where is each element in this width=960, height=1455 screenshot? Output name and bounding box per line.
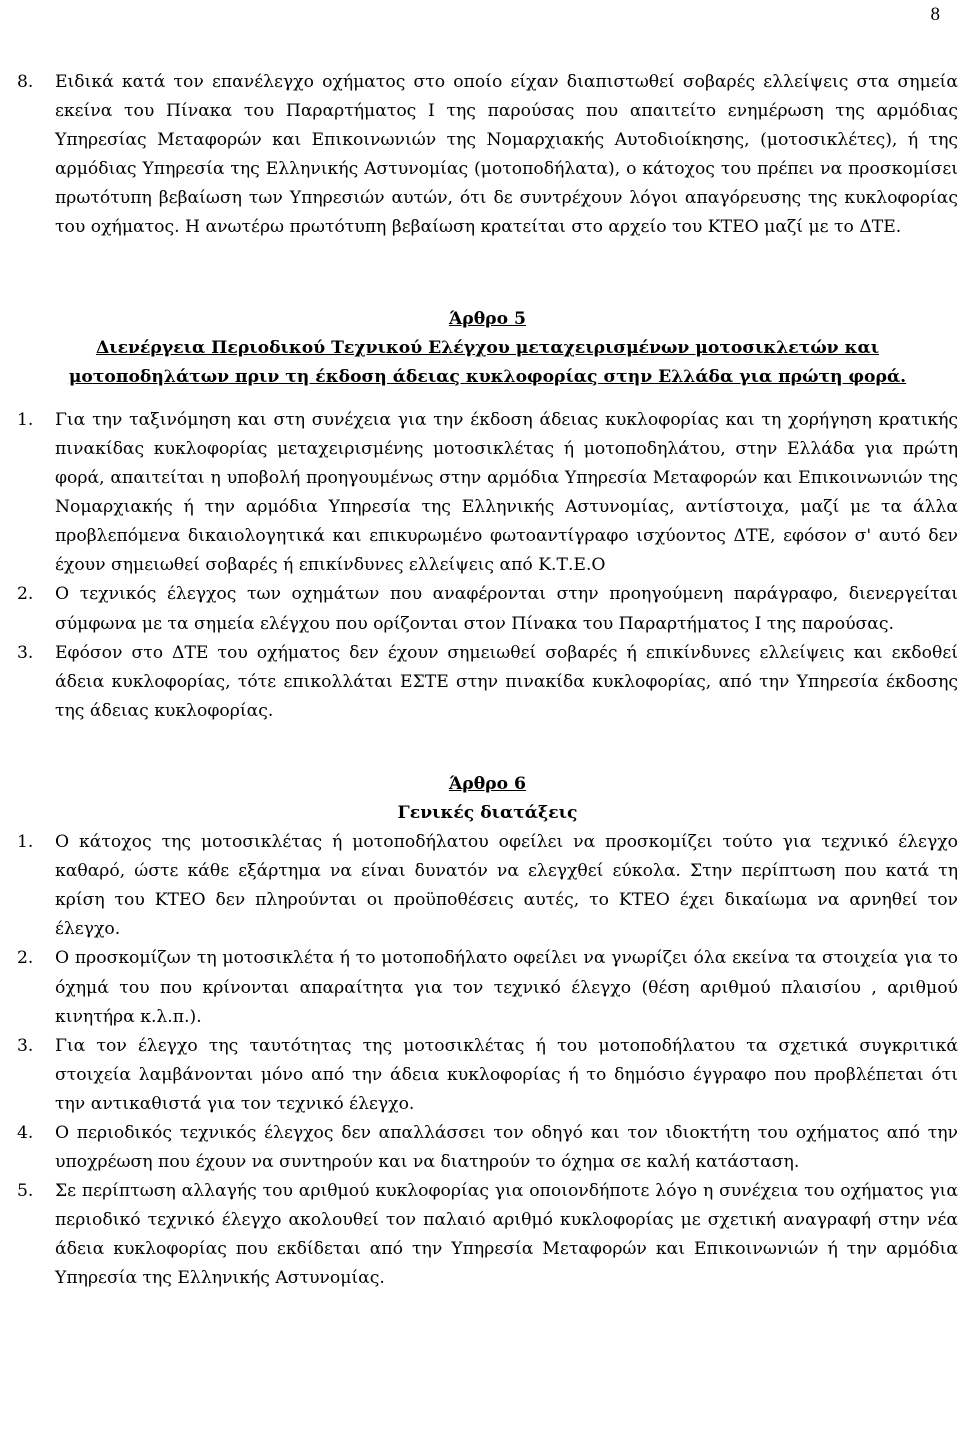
- paragraph-number: 4.: [17, 1123, 34, 1143]
- article-6-heading: [17, 770, 958, 828]
- paragraph-text: Εφόσον στο ΔΤΕ του οχήματος δεν έχουν σημειωθεί σοβαρές ή επικίνδυνες ελλείψεις και εκδοθεί άδεια κυκλοφορίας, τότε επικολλάται ΕΣΤΕ στην πινακίδα κυκλοφορίας, από την Υπηρεσία έκδοσης της άδειας κυκλοφορίας.: [55, 642, 958, 721]
- paragraph-text: Για την ταξινόμηση και στη συνέχεια για την έκδοση άδειας κυκλοφορίας και τη χορήγηση κρατικής πινακίδας κυκλοφορίας μεταχειρισμένης μοτοσικλέτας ή μοτοποδηλάτου, στην Ελλάδα για πρώτη φορά, απαιτείται η υποβολή προηγουμένως στην αρμόδια Υπηρεσία Μεταφορών και Επικοινωνιών της Νομαρχιακής ή την αρμόδια Υπηρεσία της Ελληνικής Αστυνομίας, αντίστοιχα, μαζί με τα άλλα προβλεπόμενα δικαιολογητικά και επικυρωμένο φωτοαντίγραφο ισχύοντος ΔΤΕ, εφόσον σ' αυτό δεν έχουν σημειωθεί σοβαρές ή επικίνδυνες ελλείψεις από Κ.Τ.Ε.Ο: [55, 409, 958, 576]
- paragraph-text: Για τον έλεγχο της ταυτότητας της μοτοσικλέτας ή του μοτοποδήλατου τα σχετικά συγκριτικά στοιχεία λαμβάνονται μόνο από την άδεια κυκλοφορίας ή το δημόσιο έγγραφο που προβλέπεται ότι την αντικαθιστά για τον τεχνικό έλεγχο.: [55, 1035, 958, 1114]
- article-5-heading: [17, 305, 958, 392]
- paragraph-number: 1.: [17, 409, 34, 430]
- article-6-item-1: [17, 828, 958, 944]
- paragraph-number: 3.: [17, 1035, 34, 1056]
- paragraph-number: 3.: [17, 642, 34, 663]
- paragraph-text: Ειδικά κατά τον επανέλεγχο οχήματος στο οποίο είχαν διαπιστωθεί σοβαρές ελλείψεις στα σημεία εκείνα του Πίνακα του Παραρτήματος I της παρούσας που απαιτείτο ενημέρωση της αρμόδιας Υπηρεσίας Μεταφορών και Επικοινωνιών της Νομαρχιακής Αυτοδιοίκησης, (μοτοσικλέτες), ή της αρμόδιας Υπηρεσία της Ελληνικής Αστυνομίας (μοτοποδήλατα), ο κάτοχος του πρέπει να προσκομίσει πρωτότυπη βεβαίωση των Υπηρεσιών αυτών, ότι δε συντρέχουν λόγοι απαγόρευσης της κυκλοφορίας του οχήματος. Η ανωτέρω πρωτότυπη βεβαίωση κρατείται στο αρχείο του ΚΤΕΟ μαζί με το ΔΤΕ.: [55, 72, 958, 238]
- paragraph-text: Ο κάτοχος της μοτοσικλέτας ή μοτοποδήλατου οφείλει να προσκομίζει τούτο για τεχνικό έλεγχο καθαρό, ώστε κάθε εξάρτημα να είναι δυνατόν να ελεγχθεί εύκολα. Στην περίπτωση που κατά τη κρίση του ΚΤΕΟ δεν πληρούνται οι προϋποθέσεις αυτές, το ΚΤΕΟ έχει δικαίωμα να αρνηθεί τον έλεγχο.: [55, 832, 958, 940]
- paragraph-text: Ο περιοδικός τεχνικός έλεγχος δεν απαλλάσσει τον οδηγό και τον ιδιοκτήτη του οχήματος από την υποχρέωση που έχουν να συντηρούν και να διατηρούν το όχημα σε καλή κατάσταση.: [55, 1123, 958, 1173]
- article-5-item-1: [17, 406, 958, 581]
- article-6-item-5: [17, 1177, 958, 1293]
- article-5-title: Διενέργεια Περιοδικού Τεχνικού Ελέγχου μεταχειρισμένων μοτοσικλετών και μοτοποδηλάτων πριν τη έκδοση άδειας κυκλοφορίας στην Ελλάδα για πρώτη φορά.: [68, 337, 907, 387]
- paragraph-text: Σε περίπτωση αλλαγής του αριθμού κυκλοφορίας για οποιονδήποτε λόγο η συνέχεια του οχήματος για περιοδικό τεχνικό έλεγχο ακολουθεί τον παλαιό αριθμό κυκλοφορίας με σχετική αναγραφή στην νέα άδεια κυκλοφορίας που εκδίδεται από την Υπηρεσία Μεταφορών και Επικοινωνιών ή την αρμόδια Υπηρεσία της Ελληνικής Αστυνομίας.: [55, 1181, 958, 1289]
- paragraph-text: Ο τεχνικός έλεγχος των οχημάτων που αναφέρονται στην προηγούμενη παράγραφο, διενεργείται σύμφωνα με τα σημεία ελέγχου που ορίζονται στον Πίνακα του Παραρτήματος I της παρούσας.: [55, 584, 958, 634]
- article-6-item-4: [17, 1119, 958, 1177]
- article-6-item-2: [17, 944, 958, 1031]
- article-6-label: Άρθρο 6: [448, 773, 527, 794]
- article-5-item-3: [17, 639, 958, 726]
- document-body: [17, 68, 958, 1294]
- paragraph-number: 1.: [17, 832, 34, 853]
- paragraph-number: 8.: [17, 72, 34, 92]
- article-6-item-3: [17, 1032, 958, 1119]
- paragraph-number: 5.: [17, 1181, 34, 1202]
- article-5-items: [17, 406, 958, 726]
- intro-paragraph: [17, 68, 958, 243]
- article-6-title: Γενικές διατάξεις: [397, 802, 578, 823]
- paragraph-text: Ο προσκομίζων τη μοτοσικλέτα ή το μοτοποδήλατο οφείλει να γνωρίζει όλα εκείνα τα στοιχεία για το όχημά του που κρίνονται απαραίτητα για τον τεχνικό έλεγχο (θέση αριθμού πλαισίου , αριθμού κινητήρα κ.λ.π.).: [55, 948, 958, 1027]
- page-number: 8: [930, 4, 940, 25]
- paragraph-number: 2.: [17, 584, 34, 605]
- article-5-label: Άρθρο 5: [448, 308, 527, 329]
- article-6-items: [17, 828, 958, 1294]
- article-5-item-2: [17, 580, 958, 638]
- paragraph-number: 2.: [17, 948, 34, 969]
